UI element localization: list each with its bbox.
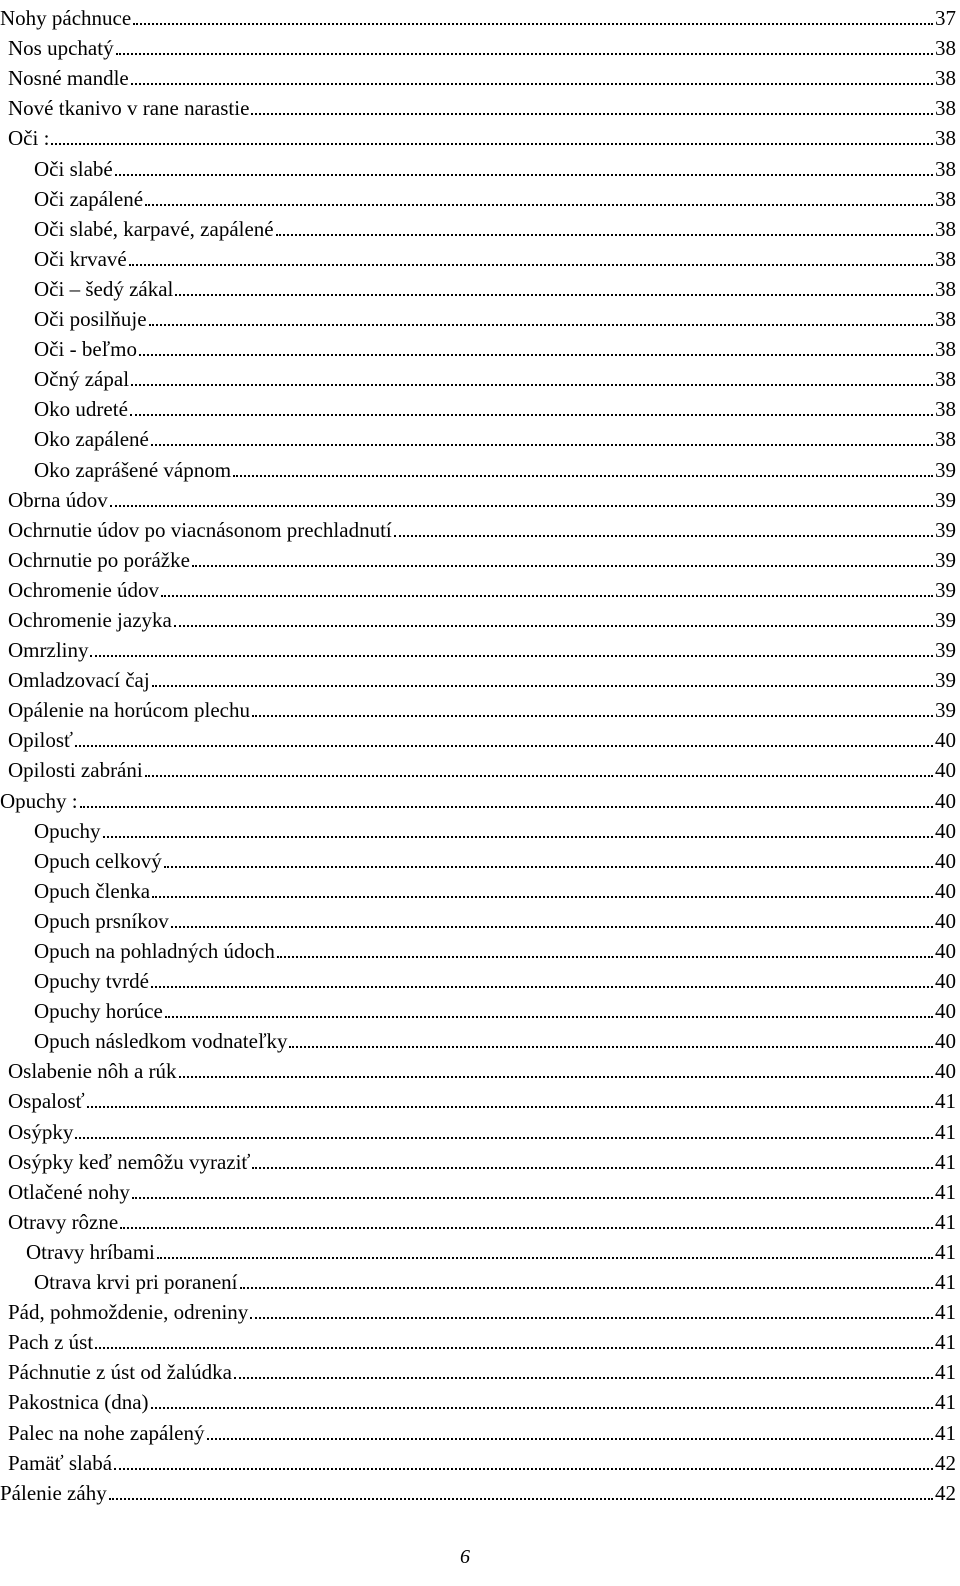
toc-entry-label: Oslabenie nôh a rúk [8, 1059, 177, 1084]
toc-entry-page: 41 [935, 1300, 956, 1325]
toc-entry-page: 39 [935, 457, 956, 482]
toc-entry-page: 38 [935, 186, 956, 211]
toc-entry [0, 361, 956, 391]
toc-entry-page: 39 [935, 668, 956, 693]
toc-entry-label: Ochrnutie údov po viacnásonom prechladnutí [8, 517, 392, 542]
toc-entry [0, 451, 956, 481]
toc-entry-label: Ospalosť [8, 1089, 85, 1114]
dot-leader [175, 294, 933, 296]
dot-leader [109, 1498, 933, 1500]
toc-entry [0, 1174, 956, 1204]
toc-entry-label: Nohy páchnuce [0, 6, 132, 31]
toc-entry-page: 38 [935, 307, 956, 332]
toc-entry-page: 40 [935, 758, 956, 783]
toc-entry-label: Oko zaprášené vápnom [34, 457, 232, 482]
dot-leader [152, 896, 933, 898]
toc-entry-page: 39 [935, 698, 956, 723]
toc-entry-page: 39 [935, 638, 956, 663]
toc-entry-label: Nosné mandle [8, 66, 129, 91]
toc-entry [0, 482, 956, 512]
toc-entry-label: Opuch na pohladných údoch [34, 939, 275, 963]
dot-leader [276, 234, 933, 236]
toc-entry [0, 843, 956, 873]
toc-entry [0, 1023, 956, 1053]
toc-entry [0, 602, 956, 632]
toc-entry-page: 38 [935, 427, 956, 452]
toc-entry [0, 30, 956, 60]
toc-entry-label: Opuch celkový [34, 848, 162, 873]
toc-entry-page: 39 [935, 547, 956, 572]
toc-entry-label: Pach z úst [8, 1330, 94, 1355]
dot-leader [129, 264, 933, 266]
toc-entry-label: Ochromenie údov [8, 577, 160, 602]
dot-leader [277, 956, 933, 958]
toc-entry-page: 41 [935, 1179, 956, 1204]
toc-entry [0, 813, 956, 843]
toc-entry [0, 1324, 956, 1354]
toc-entry-label: Opuch následkom vodnateľky [34, 1029, 288, 1054]
toc-entry [0, 873, 956, 903]
toc-entry-page: 40 [935, 1059, 956, 1084]
toc-entry-page: 40 [935, 818, 956, 843]
toc-entry [0, 1234, 956, 1264]
toc-entry-page: 40 [935, 999, 956, 1024]
toc-entry-label: Oči slabé, karpavé, zapálené [34, 216, 274, 241]
toc-entry [0, 301, 956, 331]
toc-entry-page: 39 [935, 487, 956, 512]
toc-entry [0, 692, 956, 722]
dot-leader [151, 444, 933, 446]
toc-entry-label: Oko udreté [34, 397, 128, 422]
toc-entry-page: 42 [935, 1480, 956, 1505]
toc-entry [0, 1113, 956, 1143]
toc-entry-label: Otrava krvi pri poranení [34, 1270, 238, 1295]
toc-entry-page: 38 [935, 36, 956, 61]
toc-entry [0, 181, 956, 211]
toc-entry-label: Opuchy [34, 818, 101, 843]
toc-entry-label: Palec na nohe zapálený [8, 1420, 205, 1445]
toc-entry [0, 1144, 956, 1174]
toc-entry-label: Ochrnutie po porážke [8, 547, 190, 572]
toc-entry-page: 40 [935, 848, 956, 873]
toc-entry-label: Otravy hríbami [26, 1239, 155, 1264]
toc-entry [0, 1204, 956, 1234]
toc-entry-page: 42 [935, 1450, 956, 1475]
dot-leader [149, 324, 933, 326]
dot-leader [171, 926, 933, 928]
dot-leader [233, 475, 933, 477]
toc-entry [0, 782, 956, 812]
toc-entry-label: Pálenie záhy [0, 1480, 107, 1505]
toc-entry-label: Opilosť [8, 728, 73, 753]
dot-leader [116, 53, 933, 55]
toc-entry [0, 0, 956, 30]
toc-entry-label: Nové tkanivo v rane narastie [8, 96, 250, 121]
toc-entry-page: 38 [935, 367, 956, 392]
toc-entry-label: Omrzliny [8, 638, 89, 663]
toc-entry-label: Osýpky keď nemôžu vyraziť [8, 1149, 251, 1174]
toc-entry-label: Pakostnica (dna) [8, 1390, 149, 1415]
toc-entry-page: 40 [935, 969, 956, 994]
toc-entry-label: Oči zapálené [34, 186, 144, 211]
dot-leader [145, 204, 933, 206]
toc-entry [0, 391, 956, 421]
toc-entry-label: Oko zapálené [34, 427, 149, 452]
toc-entry-page: 40 [935, 728, 956, 753]
toc-entry-label: Opuch členka [34, 878, 151, 903]
dot-leader [110, 505, 933, 507]
toc-entry-page: 40 [935, 908, 956, 933]
toc-entry-page: 38 [935, 276, 956, 301]
dot-leader [250, 1317, 933, 1319]
toc-entry-page: 41 [935, 1270, 956, 1295]
toc-entry-label: Ochromenie jazyka [8, 607, 172, 632]
dot-leader [157, 1257, 933, 1259]
toc-entry-page: 38 [935, 126, 956, 151]
dot-leader [174, 625, 933, 627]
toc-entry-label: Opuch prsníkov [34, 908, 169, 933]
toc-entry-label: Oči slabé [34, 156, 113, 181]
toc-entry [0, 150, 956, 180]
toc-entry-label: Omladzovací čaj [8, 668, 150, 693]
dot-leader [75, 745, 933, 747]
toc-entry-label: Obrna údov [8, 487, 108, 512]
toc-entry [0, 993, 956, 1023]
toc-entry-page: 38 [935, 397, 956, 422]
toc-entry-page: 41 [935, 1239, 956, 1264]
toc-entry [0, 331, 956, 361]
toc-entry-label: Pamäť slabá [8, 1450, 113, 1475]
toc-entry [0, 120, 956, 150]
dot-leader [103, 836, 934, 838]
dot-leader [165, 1016, 933, 1018]
toc-entry [0, 903, 956, 933]
toc-entry-label: Otlačené nohy [8, 1179, 130, 1204]
dot-leader [133, 23, 933, 25]
dot-leader [131, 384, 933, 386]
toc-entry [0, 1083, 956, 1113]
toc-entry [0, 572, 956, 602]
toc-entry [0, 1414, 956, 1444]
toc-entry-label: Opilosti zabráni [8, 758, 143, 783]
toc-entry-page: 40 [935, 788, 956, 813]
dot-leader [251, 113, 933, 115]
toc-entry-label: Oči : [8, 126, 50, 151]
toc-entry-page: 41 [935, 1119, 956, 1144]
toc-entry-label: Opálenie na horúcom plechu [8, 698, 250, 723]
toc-entry-page: 39 [935, 517, 956, 542]
toc-entry-label: Opuchy horúce [34, 999, 163, 1024]
dot-leader [120, 1227, 933, 1229]
dot-leader [289, 1046, 933, 1048]
toc-entry-page: 39 [935, 607, 956, 632]
dot-leader [152, 685, 933, 687]
toc-entry-page: 37 [935, 6, 956, 31]
dot-leader [179, 1076, 933, 1078]
toc-entry [0, 1354, 956, 1384]
dot-leader [51, 143, 933, 145]
toc-entry-page: 38 [935, 66, 956, 91]
toc-entry [0, 933, 956, 963]
toc-entry [0, 60, 956, 90]
dot-leader [75, 1137, 933, 1139]
toc-entry-label: Pád, pohmoždenie, odreniny [8, 1300, 249, 1325]
toc-entry-label: Očný zápal [34, 367, 130, 392]
toc-entry-label: Oči posilňuje [34, 307, 147, 332]
dot-leader [234, 1377, 933, 1379]
toc-entry [0, 542, 956, 572]
dot-leader [87, 1106, 933, 1108]
dot-leader [394, 535, 933, 537]
toc-entry [0, 1294, 956, 1324]
toc-entry [0, 1475, 956, 1505]
toc-entry-label: Osýpky [8, 1119, 74, 1144]
toc-entry [0, 512, 956, 542]
toc-entry-page: 41 [935, 1209, 956, 1234]
dot-leader [192, 565, 933, 567]
toc-entry [0, 1053, 956, 1083]
toc-entry-page: 41 [935, 1420, 956, 1445]
toc-entry [0, 211, 956, 241]
dot-leader [151, 986, 933, 988]
toc-entry-page: 38 [935, 337, 956, 362]
toc-entry-page: 41 [935, 1089, 956, 1114]
dot-leader [164, 866, 933, 868]
dot-leader [80, 806, 933, 808]
toc-entry [0, 1445, 956, 1475]
toc-entry [0, 241, 956, 271]
toc-entry-page: 40 [935, 939, 956, 963]
toc-entry [0, 1264, 956, 1294]
toc-entry [0, 271, 956, 301]
dot-leader [115, 174, 933, 176]
toc-entry [0, 1384, 956, 1414]
toc-entry [0, 662, 956, 692]
dot-leader [207, 1438, 934, 1440]
toc-entry-page: 41 [935, 1330, 956, 1355]
dot-leader [252, 715, 933, 717]
dot-leader [114, 1468, 933, 1470]
dot-leader [132, 1197, 933, 1199]
toc-entry-page: 41 [935, 1360, 956, 1385]
toc-entry-page: 40 [935, 1029, 956, 1054]
toc-entry [0, 963, 956, 993]
dot-leader [90, 655, 933, 657]
toc-entry-label: Páchnutie z úst od žalúdka [8, 1360, 232, 1385]
dot-leader [240, 1287, 933, 1289]
toc-entry [0, 90, 956, 120]
toc-entry-page: 38 [935, 246, 956, 271]
toc-entry [0, 752, 956, 782]
toc-entry-page: 38 [935, 156, 956, 181]
toc-entry [0, 632, 956, 662]
dot-leader [145, 775, 933, 777]
dot-leader [151, 1407, 933, 1409]
toc-entry-label: Opuchy : [0, 788, 78, 813]
toc-entry-page: 38 [935, 96, 956, 121]
toc-entry-page: 41 [935, 1390, 956, 1415]
dot-leader [131, 83, 933, 85]
toc-entry-page: 38 [935, 216, 956, 241]
dot-leader [252, 1167, 933, 1169]
toc-entry-label: Oči - beľmo [34, 337, 138, 362]
dot-leader [95, 1347, 933, 1349]
dot-leader [161, 595, 933, 597]
dot-leader [139, 354, 933, 356]
toc-entry-page: 40 [935, 878, 956, 903]
toc-entry [0, 722, 956, 752]
toc-entry [0, 421, 956, 451]
toc-entry-label: Opuchy tvrdé [34, 969, 149, 994]
toc-entry-label: Nos upchatý [8, 36, 114, 61]
dot-leader [130, 414, 933, 416]
toc-entry-page: 41 [935, 1149, 956, 1174]
page-number: 6 [460, 1546, 470, 1568]
toc-entry-label: Oči – šedý zákal [34, 276, 174, 301]
toc-entry-label: Otravy rôzne [8, 1209, 119, 1234]
toc-entry-page: 39 [935, 577, 956, 602]
toc-entry-label: Oči krvavé [34, 246, 127, 271]
